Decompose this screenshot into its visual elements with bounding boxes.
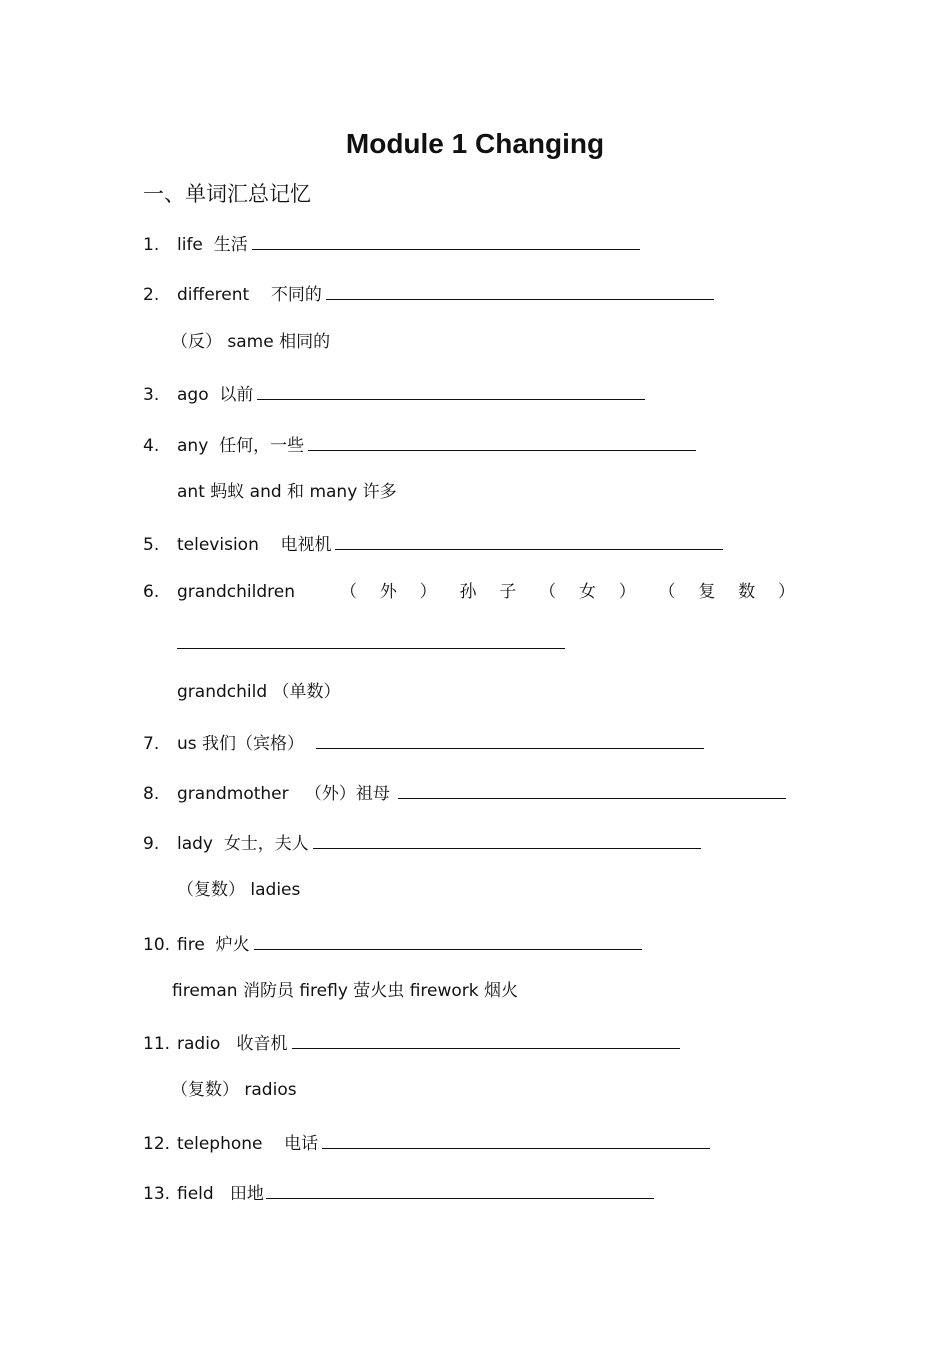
- item-number: 1.: [143, 235, 160, 255]
- item-number: 3.: [143, 385, 160, 405]
- answer-blank[interactable]: [398, 778, 786, 799]
- section-heading: 一、单词汇总记忆: [143, 182, 311, 206]
- answer-blank[interactable]: [313, 828, 701, 849]
- answer-blank[interactable]: [252, 229, 640, 250]
- meaning-char: 复: [698, 582, 716, 602]
- meaning-char: （: [539, 582, 557, 602]
- meaning-char: （: [658, 582, 676, 602]
- item-word: television: [177, 535, 259, 555]
- item-meaning: 女士，夫人: [223, 834, 309, 854]
- answer-blank[interactable]: [335, 529, 723, 550]
- item-word: ago: [177, 385, 209, 405]
- item-number: 6.: [143, 582, 160, 602]
- meaning-char: 外: [379, 582, 397, 602]
- vocab-item: [143, 1128, 710, 1157]
- vocab-item: [143, 579, 295, 605]
- item-word: any: [177, 436, 209, 456]
- vocab-item: [143, 929, 642, 958]
- item-meaning-spread: [340, 579, 795, 605]
- item-meaning: 生活: [213, 235, 248, 255]
- item-word: us: [177, 734, 197, 754]
- item-note: ant 蚂蚁 and 和 many 许多: [177, 482, 397, 502]
- item-note: （复数） ladies: [177, 880, 301, 900]
- item-meaning: 田地: [229, 1184, 264, 1204]
- item-note: （反） same 相同的: [171, 332, 331, 352]
- vocab-item: [143, 529, 723, 558]
- item-meaning: 电话: [284, 1134, 319, 1154]
- vocab-item-continued: [177, 628, 565, 657]
- meaning-char: ）: [419, 582, 437, 602]
- item-word: telephone: [177, 1134, 263, 1154]
- item-word: radio: [177, 1034, 221, 1054]
- item-number: 13.: [143, 1184, 171, 1204]
- answer-blank[interactable]: [257, 379, 645, 400]
- vocab-item: [143, 279, 714, 308]
- answer-blank[interactable]: [266, 1178, 654, 1199]
- meaning-char: ）: [777, 582, 795, 602]
- vocab-item: [143, 430, 696, 459]
- item-note: grandchild （单数）: [177, 682, 341, 702]
- page-title: Module 1 Changing: [345, 128, 605, 159]
- answer-blank[interactable]: [292, 1028, 680, 1049]
- item-number: 12.: [143, 1134, 171, 1154]
- vocab-item: [143, 1178, 654, 1207]
- item-number: 10.: [143, 935, 171, 955]
- item-meaning: 电视机: [280, 535, 332, 555]
- answer-blank[interactable]: [326, 279, 714, 300]
- item-number: 4.: [143, 436, 160, 456]
- item-meaning: 以前: [219, 385, 254, 405]
- item-number: 5.: [143, 535, 160, 555]
- item-meaning: 不同的: [270, 285, 322, 305]
- item-word: field: [177, 1184, 214, 1204]
- meaning-char: ）: [618, 582, 636, 602]
- item-number: 9.: [143, 834, 160, 854]
- meaning-char: 子: [499, 582, 517, 602]
- answer-blank[interactable]: [177, 628, 565, 649]
- item-meaning: 收音机: [236, 1034, 288, 1054]
- vocab-item: [143, 1028, 680, 1057]
- item-note: （复数） radios: [171, 1080, 297, 1100]
- item-word: grandchildren: [177, 582, 295, 602]
- item-number: 8.: [143, 784, 160, 804]
- meaning-char: 孙: [459, 582, 477, 602]
- item-meaning: 我们（宾格）: [202, 734, 305, 754]
- item-word: life: [177, 235, 203, 255]
- vocab-item: [143, 728, 704, 757]
- item-meaning: 炉火: [215, 935, 250, 955]
- item-number: 2.: [143, 285, 160, 305]
- item-word: lady: [177, 834, 213, 854]
- item-word: fire: [177, 935, 205, 955]
- answer-blank[interactable]: [316, 728, 704, 749]
- vocab-item: [143, 229, 640, 258]
- item-number: 11.: [143, 1034, 171, 1054]
- vocab-item: [143, 828, 701, 857]
- item-meaning: 任何，一些: [219, 436, 305, 456]
- answer-blank[interactable]: [254, 929, 642, 950]
- vocab-item: [143, 379, 645, 408]
- answer-blank[interactable]: [322, 1128, 710, 1149]
- item-word: grandmother: [177, 784, 289, 804]
- answer-blank[interactable]: [308, 430, 696, 451]
- item-number: 7.: [143, 734, 160, 754]
- item-word: different: [177, 285, 250, 305]
- meaning-char: 数: [738, 582, 756, 602]
- meaning-char: （: [340, 582, 357, 602]
- item-note: fireman 消防员 firefly 萤火虫 firework 烟火: [172, 981, 519, 1001]
- meaning-char: 女: [578, 582, 596, 602]
- vocab-item: [143, 778, 786, 807]
- item-meaning: （外）祖母: [304, 784, 390, 804]
